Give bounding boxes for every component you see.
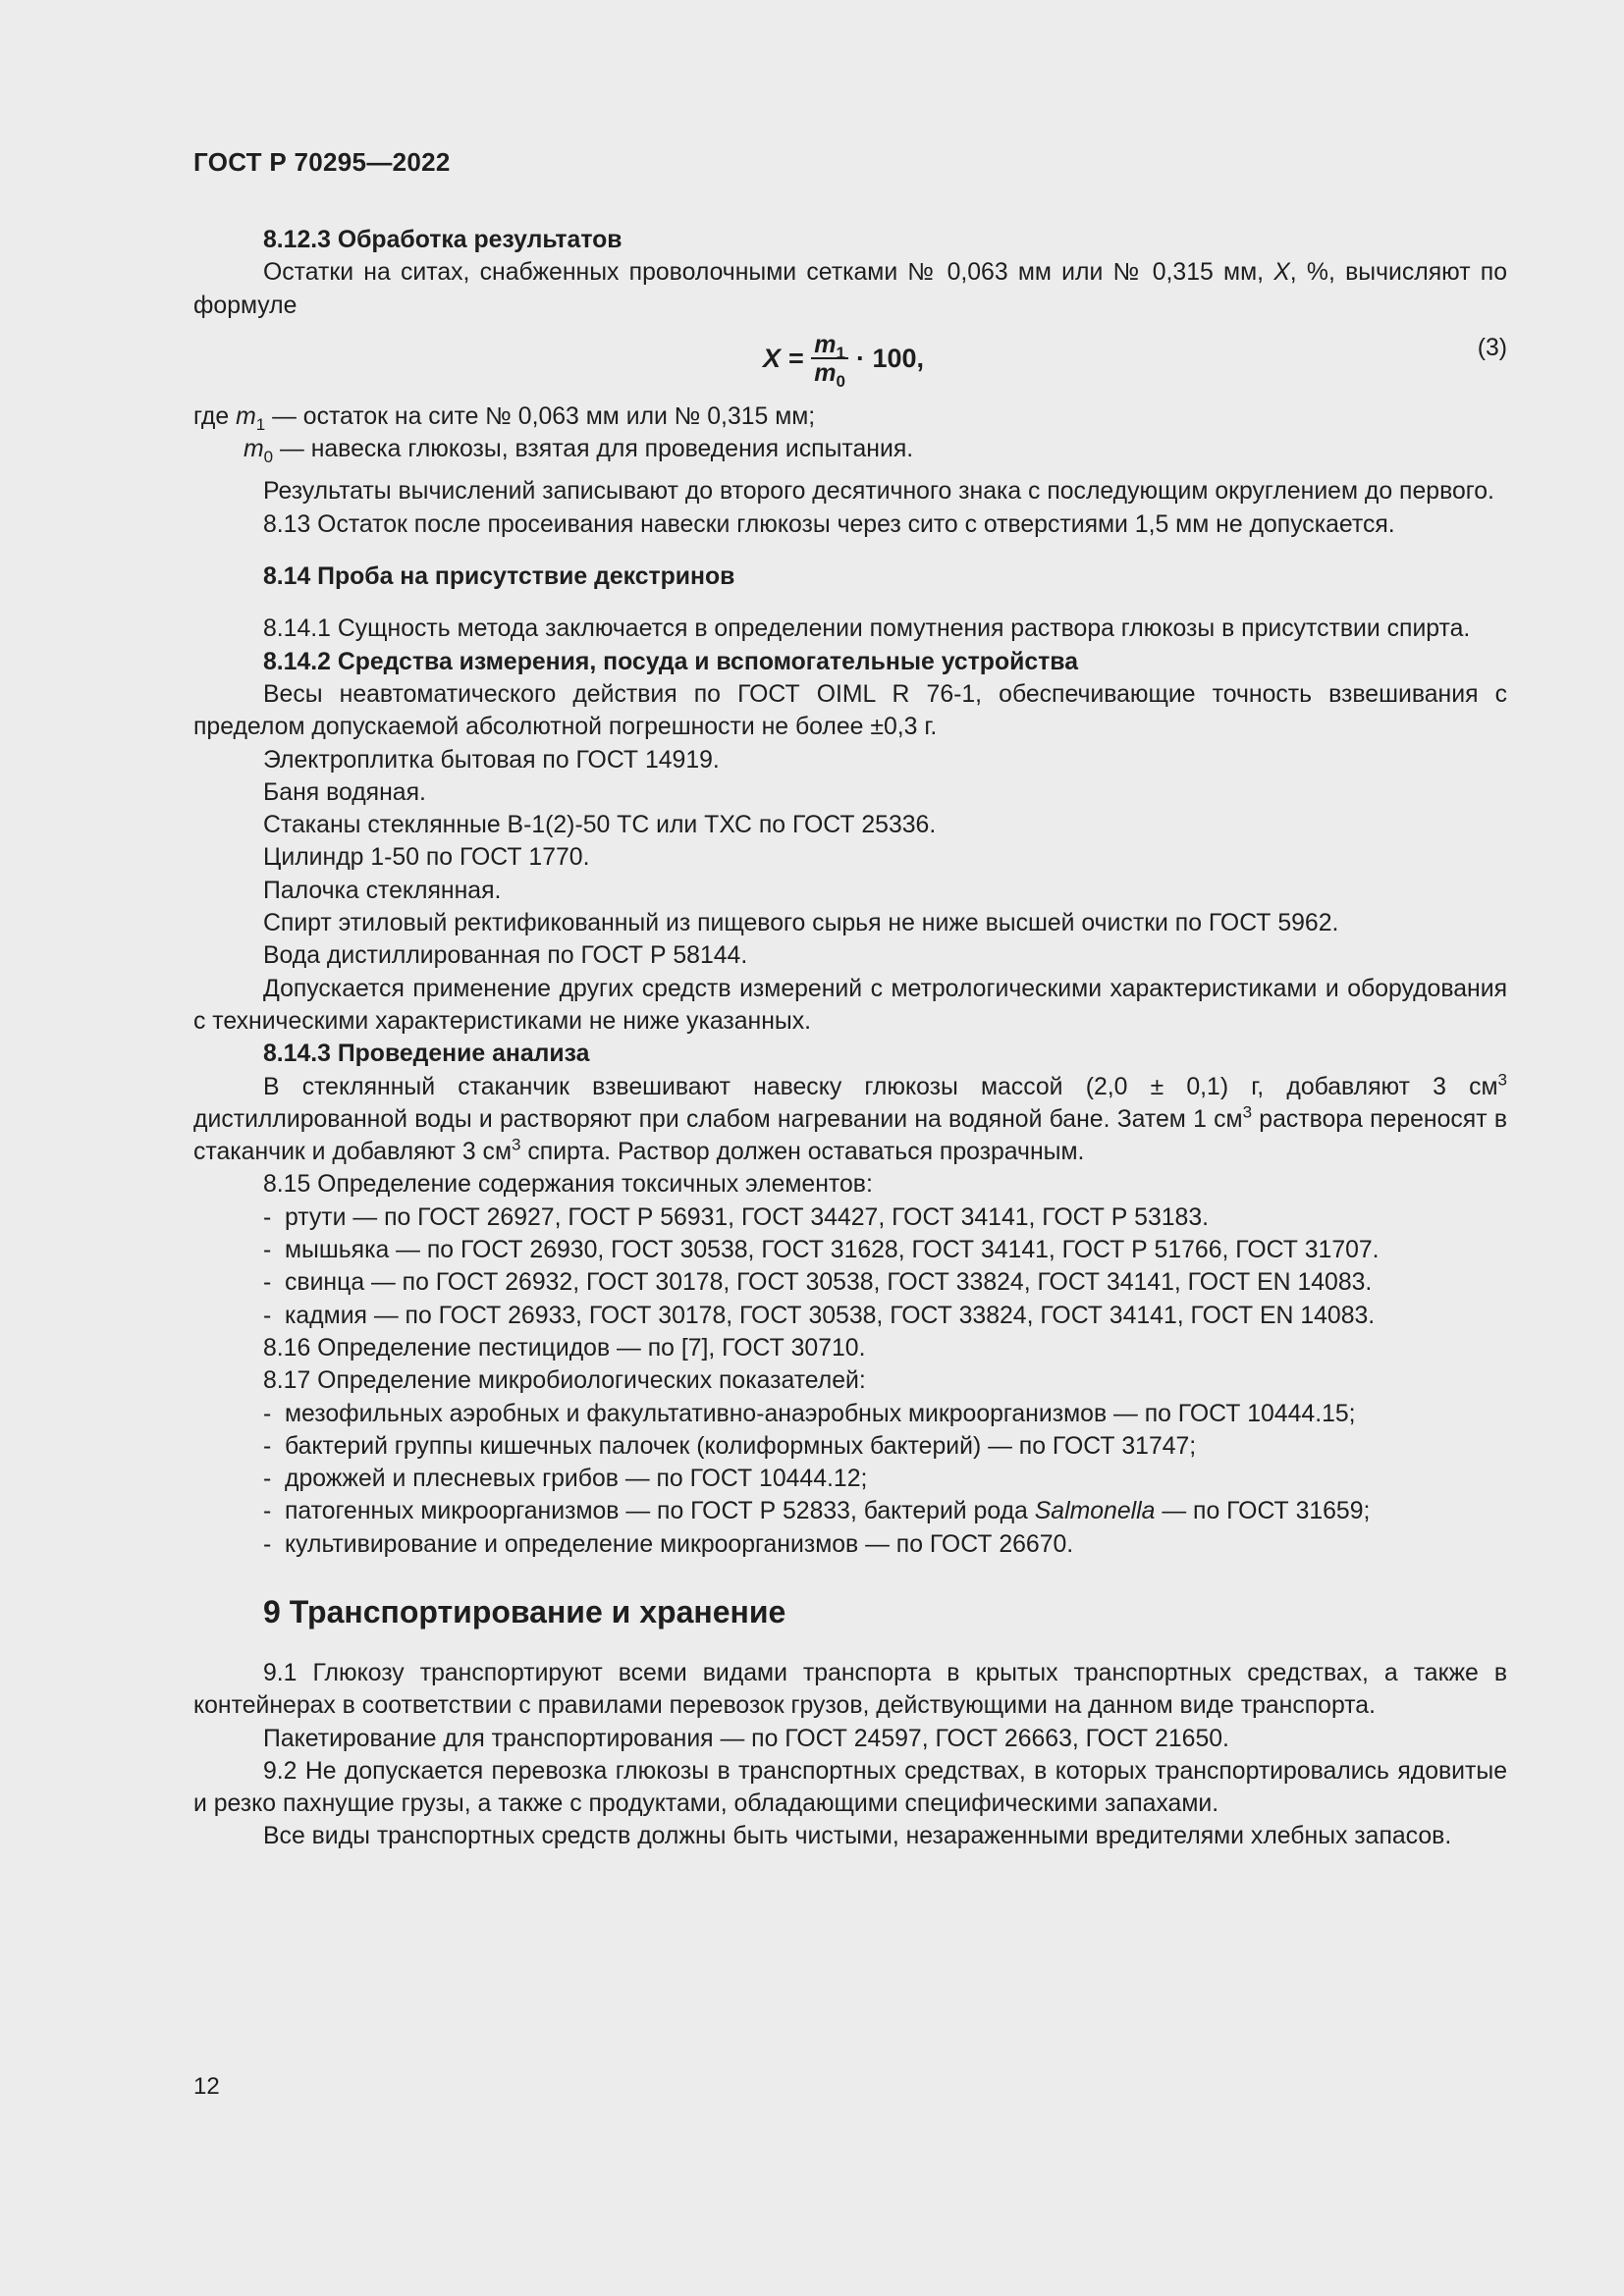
section-8-14-title: 8.14 Проба на присутствие декстринов (263, 563, 735, 591)
document-header: ГОСТ Р 70295—2022 (193, 147, 451, 177)
equipment-item: Электроплитка бытовая по ГОСТ 14919. (263, 746, 720, 774)
document-body (193, 224, 1507, 1853)
paragraph: 9.2 Не допускается перевозка глюкозы в транспортных средствах, в которых транспортировались ядовитые и резко пахнущие грузы, а также с продуктами, обладающими специфическими запахами. (193, 1757, 1507, 1818)
equation-number: (3) (1477, 334, 1507, 361)
section-8-13: 8.13 Остаток после просеивания навески глюкозы через сито с отверстиями 1,5 мм не допускается. (263, 510, 1395, 538)
equipment-item: Весы неавтоматического действия по ГОСТ OIML R 76-1, обеспечивающие точность взвешивания с пределом допускаемой абсолютной погрешности не более ±0,3 г. (193, 680, 1507, 741)
page-number: 12 (193, 2073, 220, 2100)
where-clause-2: $m_0$ — навеска глюкозы, взятая для проведения испытания. (244, 436, 914, 467)
list-item: - бактерий группы кишечных палочек (колиформных бактерий) — по ГОСТ 31747; (263, 1432, 1197, 1460)
equipment-item: Спирт этиловый ректификованный из пищевого сырья не ниже высшей очистки по ГОСТ 5962. (263, 910, 1339, 937)
list-item: - свинца — по ГОСТ 26932, ГОСТ 30178, ГОСТ 30538, ГОСТ 33824, ГОСТ 34141, ГОСТ EN 14083. (263, 1269, 1373, 1297)
formula-lhs: X = (763, 344, 804, 374)
paragraph: Все виды транспортных средств должны быть чистыми, незараженными вредителями хлебных запасов. (263, 1823, 1452, 1850)
equipment-item: Стаканы стеклянные В-1(2)-50 ТС или ТХС по ГОСТ 25336. (263, 812, 937, 839)
formula-3 (193, 322, 1507, 400)
equipment-item: Баня водяная. (263, 778, 426, 806)
section-8-12-3-title: 8.12.3 Обработка результатов (263, 227, 623, 253)
equipment-item: Вода дистиллированная по ГОСТ Р 58144. (263, 942, 748, 970)
paragraph: В стеклянный стаканчик взвешивают навеску глюкозы массой (2,0 ± 0,1) г, добавляют 3 $см^3$ дистиллированной воды и растворяют при слабом нагревании на водяной бане. Затем 1 $см^3$ раствора переносят в стаканчик и добавляют 3 $см^3$ спирта. Раствор должен оставаться прозрачным. (193, 1070, 1507, 1166)
equipment-item: Допускается применение других средств измерений с метрологическими характеристиками и оборудования с техническими характеристиками не ниже указанных. (193, 975, 1507, 1035)
paragraph: Пакетирование для транспортирования — по ГОСТ 24597, ГОСТ 26663, ГОСТ 21650. (263, 1725, 1229, 1752)
equipment-item: Цилиндр 1-50 по ГОСТ 1770. (263, 844, 590, 872)
list-item: - мышьяка — по ГОСТ 26930, ГОСТ 30538, ГОСТ 31628, ГОСТ 34141, ГОСТ Р 51766, ГОСТ 31707. (263, 1237, 1380, 1264)
equipment-item: Палочка стеклянная. (263, 877, 502, 904)
section-8-15-title: 8.15 Определение содержания токсичных элементов: (263, 1171, 873, 1199)
list-item: - кадмия — по ГОСТ 26933, ГОСТ 30178, ГОСТ 30538, ГОСТ 33824, ГОСТ 34141, ГОСТ EN 14083. (263, 1302, 1376, 1329)
formula-fraction: $\frac{m_1}{m_0}$ (811, 332, 848, 387)
paragraph: Результаты вычислений записывают до второго десятичного знака с последующим округлением до первого. (263, 478, 1494, 506)
section-8-16: 8.16 Определение пестицидов — по [7], ГОСТ 30710. (263, 1334, 866, 1362)
where-clause-1: где $m_1$ — остаток на сите № 0,063 мм или № 0,315 мм; (193, 402, 816, 434)
section-8-14-3-title: 8.14.3 Проведение анализа (263, 1041, 590, 1068)
paragraph: 8.14.1 Сущность метода заключается в определении помутнения раствора глюкозы в присутствии спирта. (263, 615, 1471, 643)
formula-rhs: · 100, (855, 344, 925, 374)
list-item: - мезофильных аэробных и факультативно-анаэробных микроорганизмов — по ГОСТ 10444.15; (263, 1400, 1356, 1427)
section-8-17-title: 8.17 Определение микробиологических показателей: (263, 1367, 866, 1395)
list-item: - ртути — по ГОСТ 26927, ГОСТ Р 56931, ГОСТ 34427, ГОСТ 34141, ГОСТ Р 53183. (263, 1203, 1210, 1231)
list-item: - патогенных микроорганизмов — по ГОСТ Р 52833, бактерий рода Salmonella — по ГОСТ 31659; (263, 1498, 1371, 1525)
section-9-title: 9 Транспортирование и хранение (263, 1593, 786, 1629)
section-8-14-2-title: 8.14.2 Средства измерения, посуда и вспомогательные устройства (263, 648, 1078, 675)
paragraph: 9.1 Глюкозу транспортируют всеми видами транспорта в крытых транспортных средствах, а также в контейнерах в соответствии с правилами перевозок грузов, действующими на данном виде транспорта. (193, 1659, 1507, 1720)
paragraph: Остатки на ситах, снабженных проволочными сетками № 0,063 мм или № 0,315 мм, X, %, вычисляют по формуле (193, 259, 1507, 319)
list-item: - культивирование и определение микроорганизмов — по ГОСТ 26670. (263, 1530, 1074, 1558)
list-item: - дрожжей и плесневых грибов — по ГОСТ 10444.12; (263, 1466, 868, 1493)
